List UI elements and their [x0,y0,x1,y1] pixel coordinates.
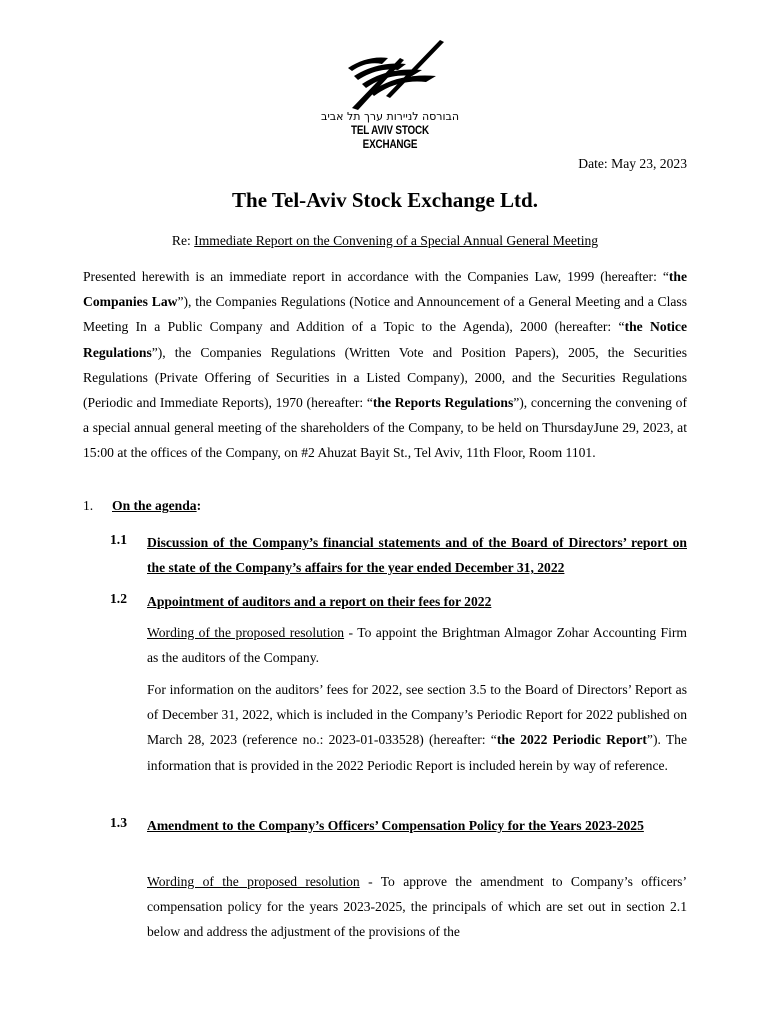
section-1-2-number: 1.2 [110,591,127,606]
section-1-2-wording-text: - To appoint the Brightman Almagor Zohar Accounting Firm as the auditors of the Company. [147,625,687,666]
re-subject: Immediate Report on the Convening of a Special Annual General Meeting [194,233,599,248]
section-1-2-fees-text-2: ”). The information that is provided in the 2022 Periodic Report is included herein by way of reference. [147,732,687,773]
section-1-2-fees-paragraph [147,677,687,778]
intro-text-4: ”), concerning the convening of a special annual general meeting of the shareholders of the Company, to be held on ThursdayJune 29, 2023, at 15:00 at the offices of the Company, on #2 Ahuzat Bayit St., Tel Aviv, 11th Floor, Room 1101. [83,395,687,461]
intro-text-2: ”), the Companies Regulations (Notice and Announcement of a General Meeting and a Class Meeting In a Public Company and Addition of a Topic to the Agenda), 2000 (hereafter: “ [83,294,687,335]
tase-logo-icon [330,38,450,110]
section-1-3-number: 1.3 [110,815,127,830]
agenda-number: 1. [83,498,94,513]
logo-english-text: TEL AVIV STOCK EXCHANGE [350,125,430,151]
section-1-2-fees-bold: the 2022 Periodic Report [496,732,647,748]
re-line [0,233,770,249]
logo-hebrew-text: הבורסה לניירות ערך תל אביב [320,110,460,123]
section-1-2-resolution [147,620,687,670]
report-date: Date: May 23, 2023 [578,156,687,171]
section-1-3-wording-label: Wording of the proposed resolution [147,874,360,889]
tase-logo [320,38,460,151]
section-1-1-number: 1.1 [110,532,127,547]
agenda-heading [112,498,201,514]
intro-bold-reports-regulations: the Reports Regulations [372,395,514,411]
section-1-2-wording-label: Wording of the proposed resolution [147,625,345,640]
section-1-2-fees-text-1: For information on the auditors’ fees for 2022, see section 3.5 to the Board of Directors’ Report as of December 31, 2022, which is included in the Company’s Periodic Report for 2022 published on March 28, 2023 (reference no.: 2023-01-033528) (hereafter: “ [147,682,687,748]
re-prefix: Re: [171,233,195,248]
intro-bold-notice-regulations: the Notice Regulations [83,319,687,360]
intro-text-1: Presented herewith is an immediate report in accordance with the Companies Law, 1999 (hereafter: “ [83,269,669,284]
agenda-heading-text: On the agenda [112,498,197,513]
agenda-colon: : [196,498,202,513]
section-1-2-title: Appointment of auditors and a report on their fees for 2022 [147,594,492,609]
intro-bold-companies-law: the Companies Law [83,269,687,310]
section-1-1-title: Discussion of the Company’s financial statements and of the Board of Directors’ report on the state of the Company’s affairs for the year ended December 31, 2022 [147,535,687,575]
document-title: The Tel-Aviv Stock Exchange Ltd. [232,188,538,212]
section-1-3-resolution [147,869,687,945]
section-1-3-title: Amendment to the Company’s Officers’ Compensation Policy for the Years 2023-2025 [147,818,644,833]
intro-text-3: ”), the Companies Regulations (Written Vote and Position Papers), 2005, the Securities Regulations (Private Offering of Securities in a Listed Company), 2000, and the Securities Regulations (Periodic and Immediate Reports), 1970 (hereafter: “ [83,344,687,411]
intro-paragraph [83,264,687,466]
section-1-3-wording-text: - To approve the amendment to Company’s officers’ compensation policy for the years 2023-2025, the principals of which are set out in section 2.1 below and address the adjustment of the provisions of the [147,874,687,940]
